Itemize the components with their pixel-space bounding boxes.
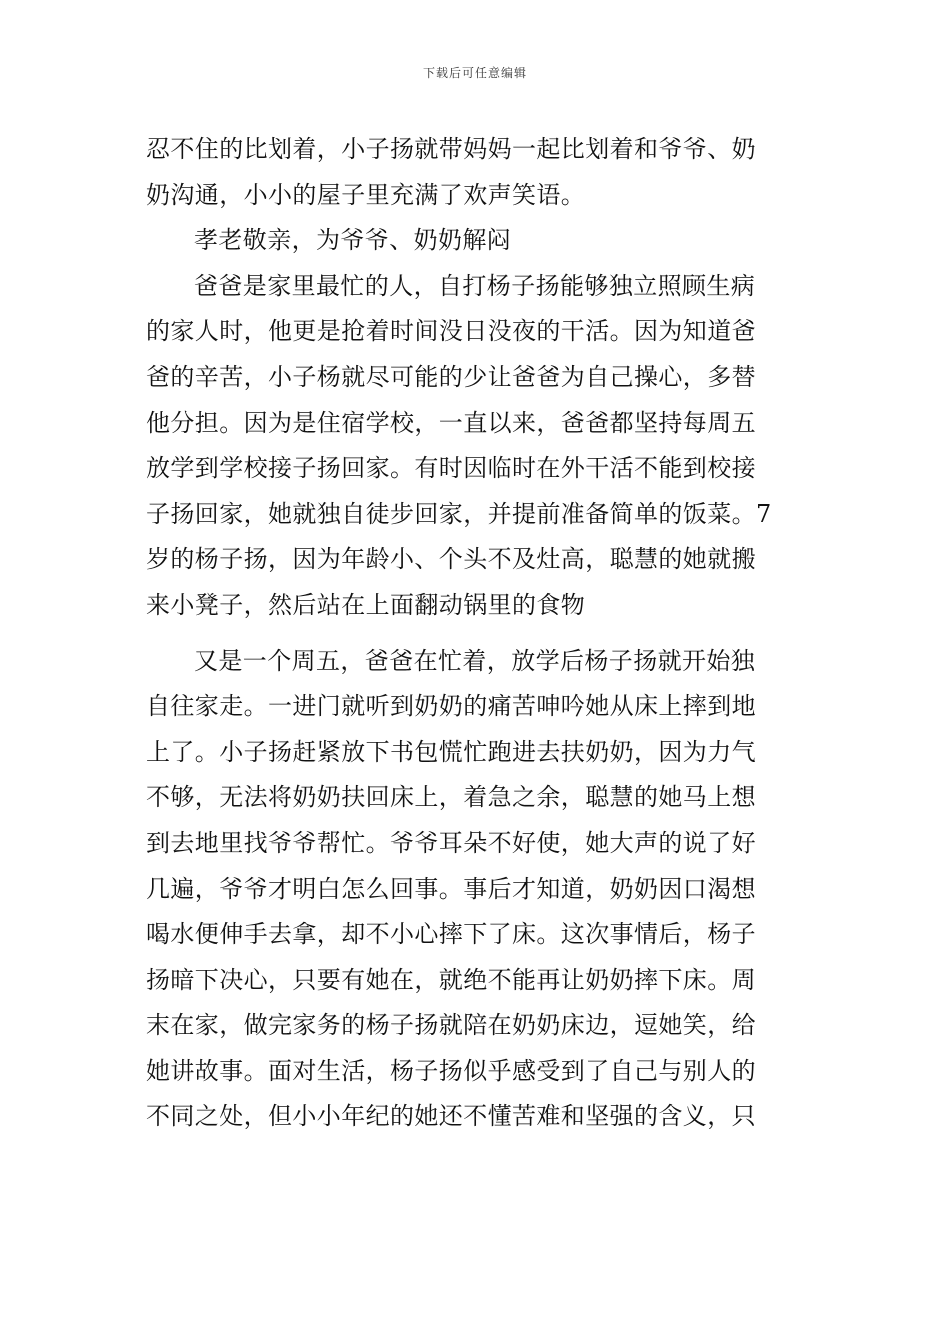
paragraph-start-line: 爸爸是家里最忙的人，自打杨子扬能够独立照顾生病 bbox=[194, 271, 756, 300]
text-line: 来小凳子，然后站在上面翻动锅里的食物 bbox=[146, 590, 586, 619]
text-line: 自往家走。一进门就听到奶奶的痛苦呻吟她从床上摔到地 bbox=[146, 692, 756, 721]
page-header: 下载后可任意编辑 bbox=[422, 66, 527, 80]
paragraph-start-line: 又是一个周五，爸爸在忙着，放学后杨子扬就开始独 bbox=[194, 646, 756, 675]
text-line: 的家人时，他更是抢着时间没日没夜的干活。因为知道爸 bbox=[146, 317, 756, 346]
text-line: 到去地里找爷爷帮忙。爷爷耳朵不好使，她大声的说了好 bbox=[146, 828, 756, 857]
text-line: 子扬回家，她就独自徒步回家，并提前准备简单的饭菜。7 bbox=[146, 499, 772, 528]
text-line: 扬暗下决心，只要有她在，就绝不能再让奶奶摔下床。周 bbox=[146, 965, 756, 994]
text-line: 她讲故事。面对生活，杨子扬似乎感受到了自己与别人的 bbox=[146, 1056, 756, 1085]
text-line: 爸的辛苦，小子杨就尽可能的少让爸爸为自己操心，多替 bbox=[146, 362, 756, 391]
text-line: 末在家，做完家务的杨子扬就陪在奶奶床边，逗她笑，给 bbox=[146, 1011, 756, 1040]
text-line: 上了。小子扬赶紧放下书包慌忙跑进去扶奶奶，因为力气 bbox=[146, 737, 756, 766]
text-line: 不够，无法将奶奶扶回床上，着急之余，聪慧的她马上想 bbox=[146, 783, 756, 812]
text-line: 不同之处，但小小年纪的她还不懂苦难和坚强的含义，只 bbox=[146, 1102, 756, 1131]
text-line: 忍不住的比划着，小子扬就带妈妈一起比划着和爷爷、奶 bbox=[146, 135, 756, 163]
text-line: 放学到学校接子扬回家。有时因临时在外干活不能到校接 bbox=[146, 454, 756, 483]
text-line: 他分担。因为是住宿学校，一直以来，爸爸都坚持每周五 bbox=[146, 408, 756, 437]
text-line: 喝水便伸手去拿，却不小心摔下了床。这次事情后，杨子 bbox=[146, 920, 756, 949]
body-text bbox=[146, 127, 806, 1140]
text-line: 岁的杨子扬，因为年龄小、个头不及灶高，聪慧的她就搬 bbox=[146, 545, 756, 574]
text-line: 奶沟通，小小的屋子里充满了欢声笑语。 bbox=[146, 180, 586, 209]
section-heading: 孝老敬亲，为爷爷、奶奶解闷 bbox=[194, 226, 512, 255]
text-line: 几遍，爷爷才明白怎么回事。事后才知道，奶奶因口渴想 bbox=[146, 874, 756, 903]
